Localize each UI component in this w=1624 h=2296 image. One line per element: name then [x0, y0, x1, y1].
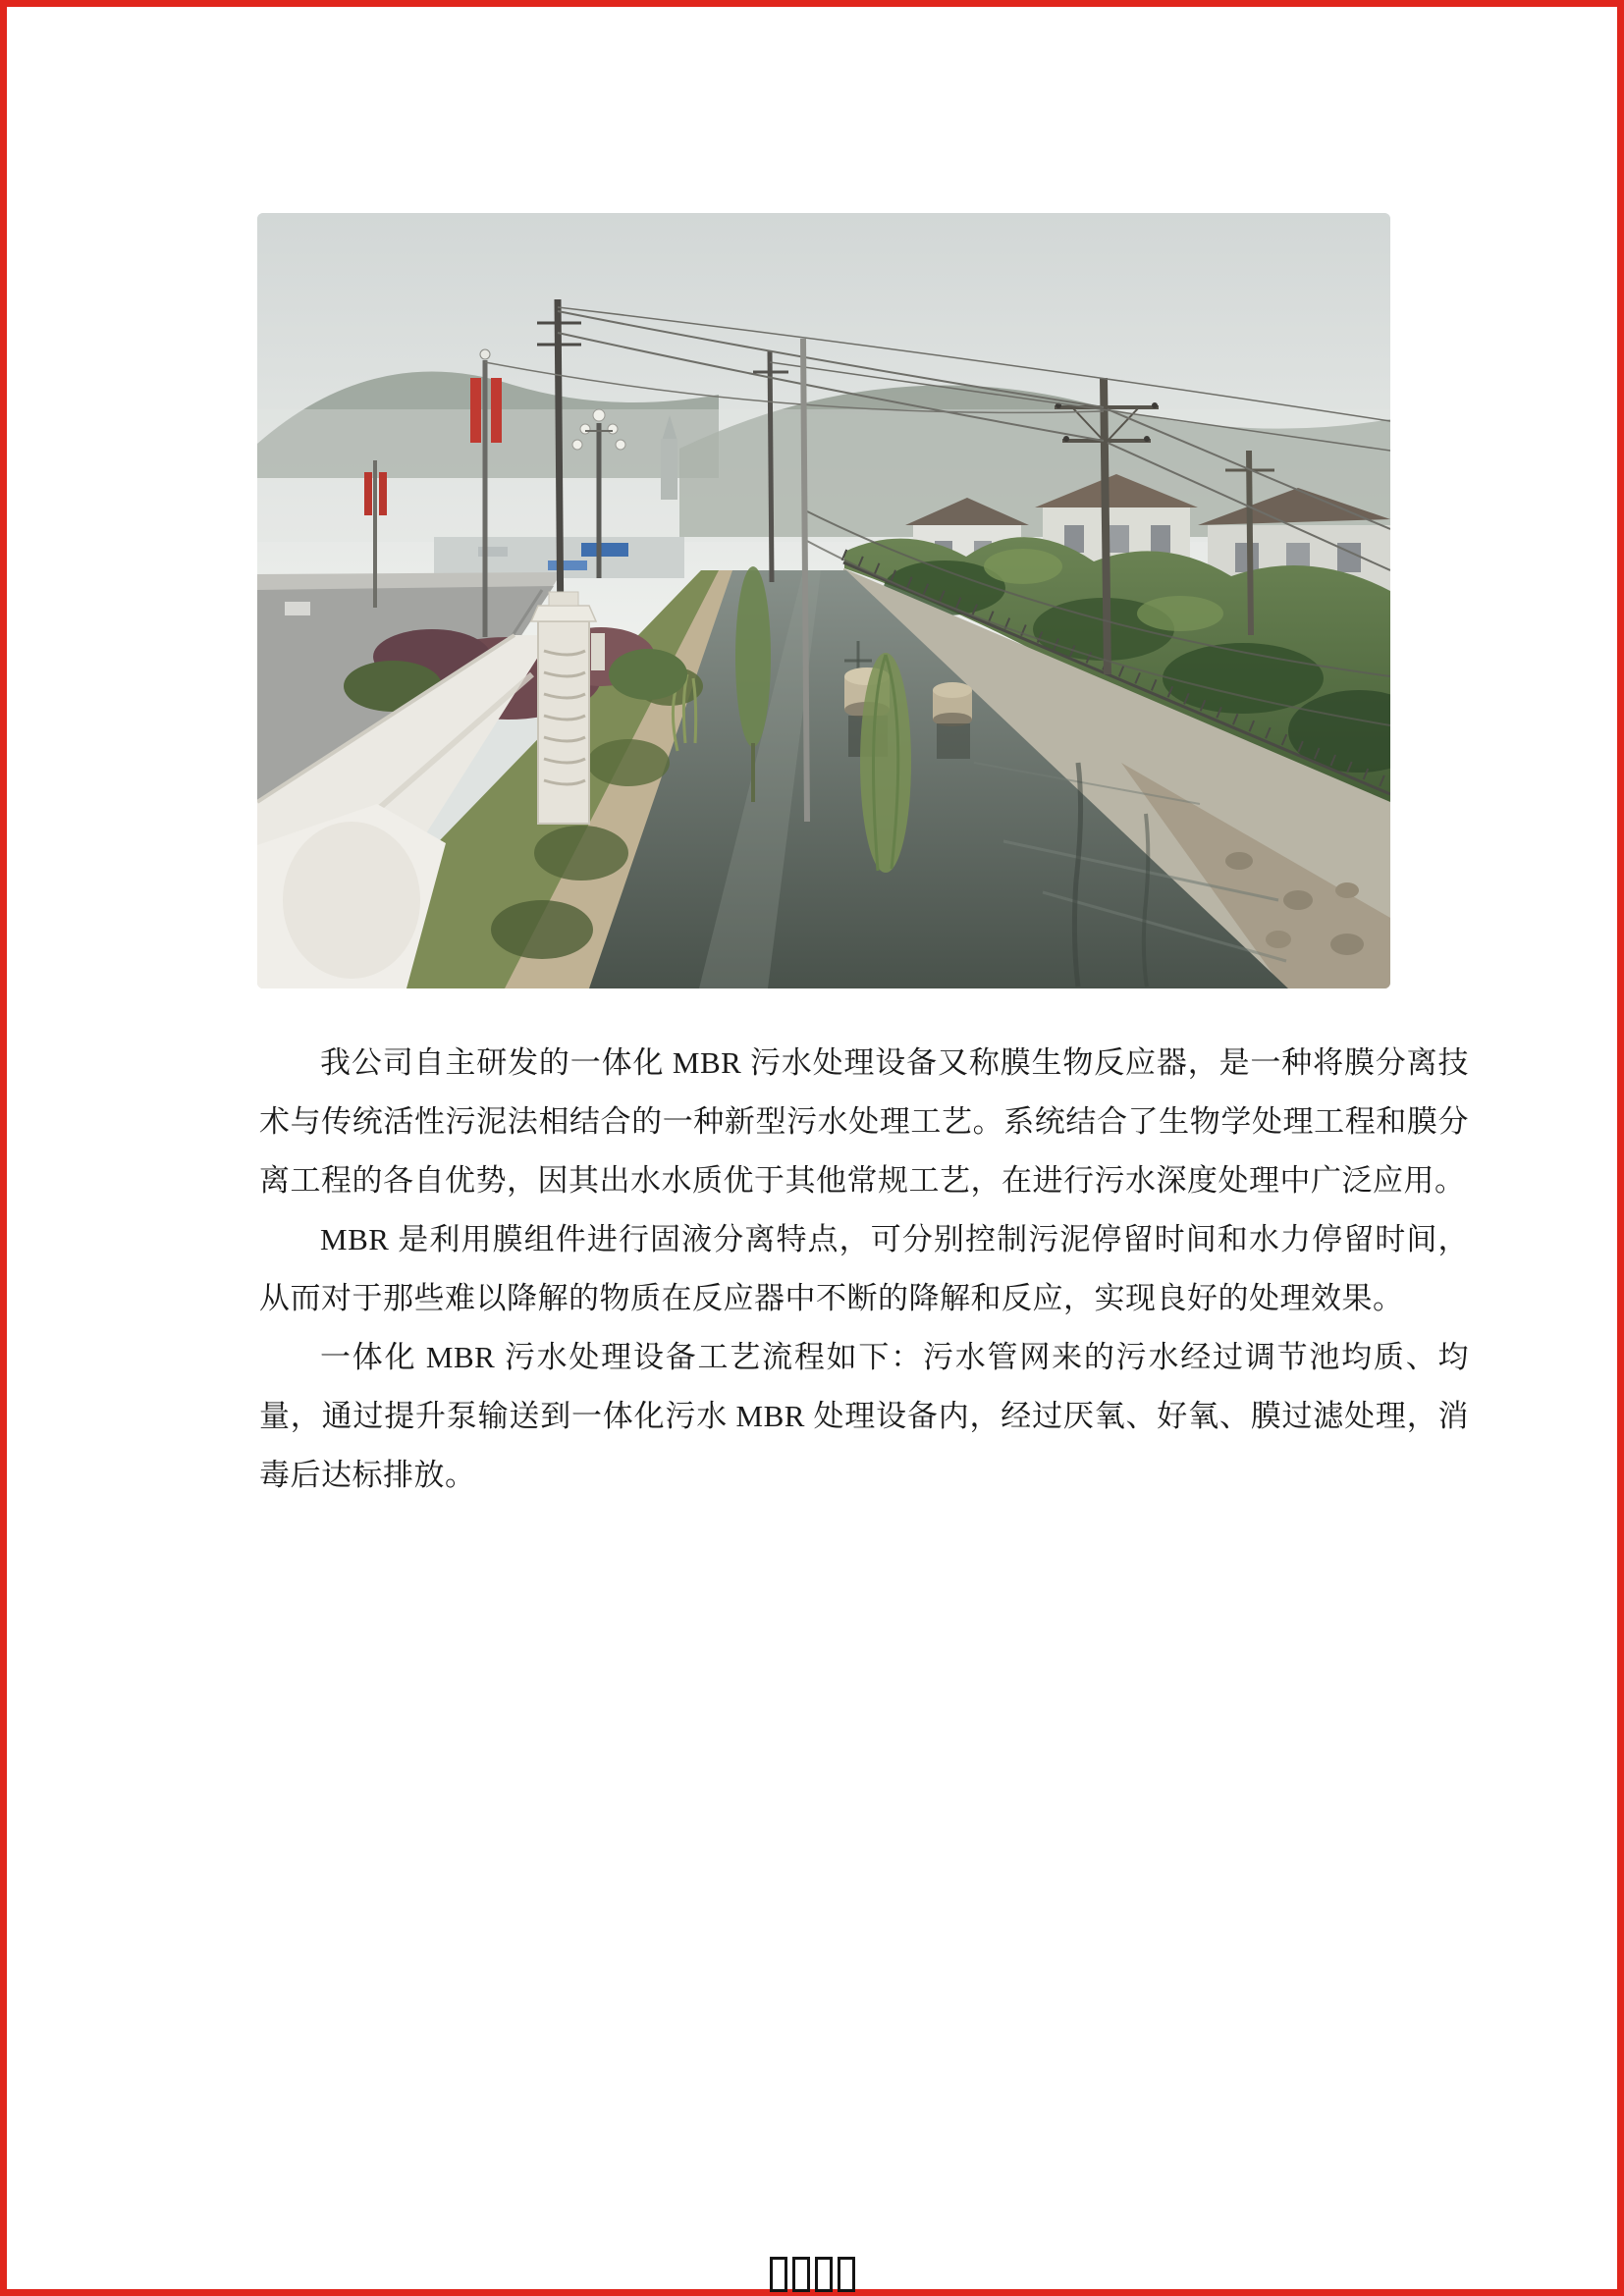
missing-glyph-box	[815, 2257, 833, 2292]
missing-glyph-box	[770, 2257, 787, 2292]
body-text	[259, 1034, 1469, 1505]
paragraph-mbr-intro: 我公司自主研发的一体化 MBR 污水处理设备又称膜生物反应器，是一种将膜分离技术与传统活性污泥法相结合的一种新型污水处理工艺。系统结合了生物学处理工程和膜分离工程的各自优势，因其出水水质优于其他常规工艺，在进行污水深度处理中广泛应用。	[259, 1045, 1469, 1198]
missing-glyph-box	[838, 2257, 855, 2292]
missing-glyph-box	[792, 2257, 810, 2292]
paragraph-mbr-principle: MBR 是利用膜组件进行固液分离特点，可分别控制污泥停留时间和水力停留时间，从而对于那些难以降解的物质在反应器中不断的降解和反应，实现良好的处理效果。	[259, 1222, 1469, 1315]
paragraph-mbr-process: 一体化 MBR 污水处理设备工艺流程如下：污水管网来的污水经过调节池均质、均量，通过提升泵输送到一体化污水 MBR 处理设备内，经过厌氧、好氧、膜过滤处理，消毒后达标排放。	[259, 1340, 1469, 1492]
page-footer	[7, 2257, 1617, 2292]
photo-illustration	[257, 213, 1390, 988]
canal-street-photo	[257, 213, 1390, 988]
